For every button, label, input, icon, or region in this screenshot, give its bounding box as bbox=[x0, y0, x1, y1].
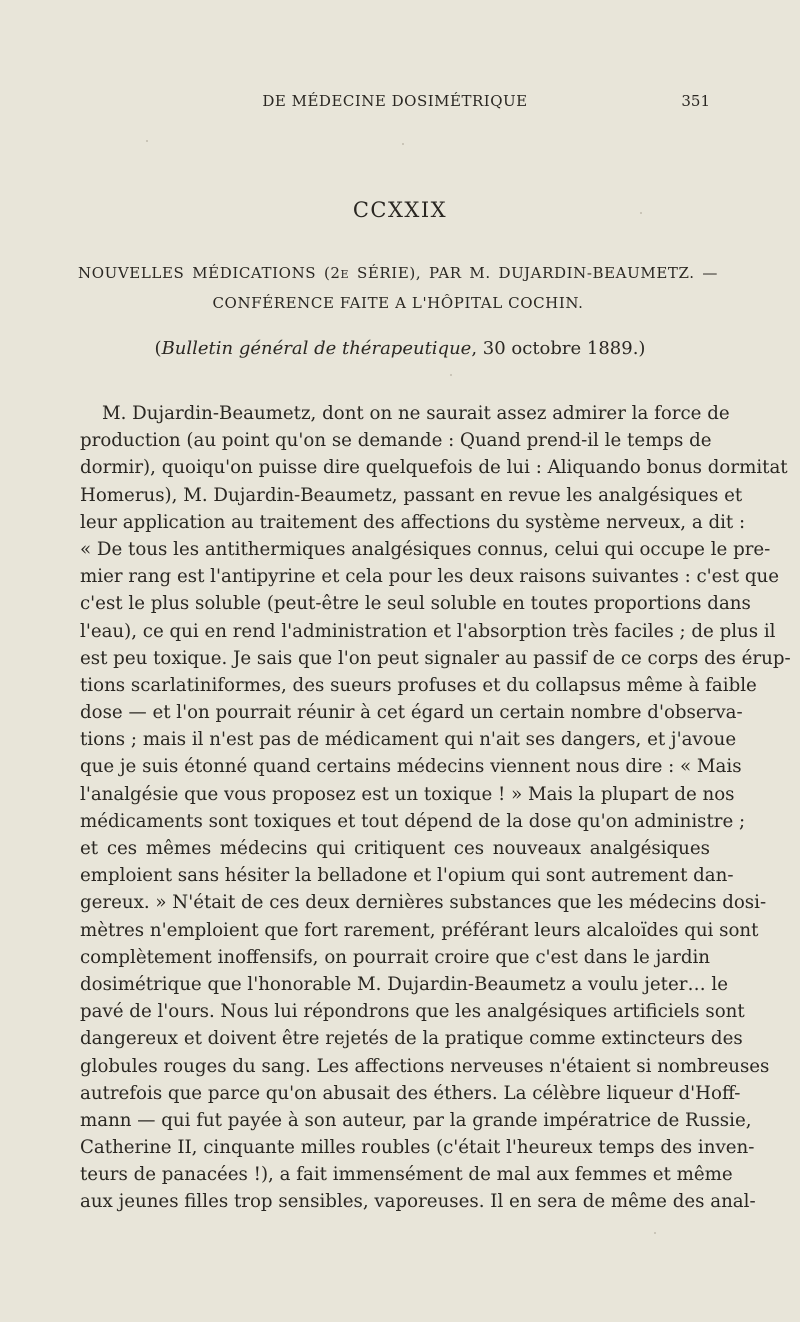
body-line: mier rang est l'antipyrine et cela pour les deux raisons suivantes : c'est que bbox=[80, 566, 779, 588]
section-number: CCXXIX bbox=[352, 198, 448, 222]
page-number: 351 bbox=[681, 92, 710, 110]
body-line: mann — qui fut payée à son auteur, par la grande impératrice de Russie, bbox=[80, 1109, 752, 1131]
body-line: emploient sans hésiter la belladone et l'opium qui sont autrement dan- bbox=[80, 865, 734, 887]
running-head-title: DE MÉDECINE DOSIMÉTRIQUE bbox=[262, 92, 528, 110]
body-line: tions ; mais il n'est pas de médicament qui n'ait ses dangers, et j'avoue bbox=[80, 729, 737, 751]
body-line: est peu toxique. Je sais que l'on peut signaler au passif de ce corps des érup- bbox=[80, 647, 791, 669]
body-line: dose — et l'on pourrait réunir à cet égard un certain nombre d'observa- bbox=[80, 702, 743, 724]
body-line: production (au point qu'on se demande : Quand prend-il le temps de bbox=[80, 430, 712, 452]
body-line: M. Dujardin-Beaumetz, dont on ne saurait assez admirer la force de bbox=[102, 403, 730, 424]
paper-speck bbox=[450, 374, 452, 376]
body-line: pavé de l'ours. Nous lui répondrons que les analgésiques artificiels sont bbox=[80, 1001, 745, 1023]
body-line: c'est le plus soluble (peut-être le seul soluble en toutes proportions dans bbox=[80, 593, 751, 615]
body-line: complètement inoffensifs, on pourrait croire que c'est dans le jardin bbox=[80, 946, 710, 968]
source-open-paren: ( bbox=[154, 338, 162, 359]
paper-speck bbox=[654, 1232, 656, 1234]
body-line: l'eau), ce qui en rend l'administration et l'absorption très faciles ; de plus il bbox=[80, 620, 776, 642]
body-text bbox=[80, 400, 791, 1216]
body-line: mètres n'emploient que fort rarement, préférant leurs alcaloïdes qui sont bbox=[80, 919, 759, 941]
running-head bbox=[80, 92, 710, 114]
body-line: dormir), quoiqu'on puisse dire quelquefois de lui : Aliquando bonus dormitat bbox=[80, 457, 788, 479]
source-citation bbox=[0, 338, 800, 359]
source-date: , 30 octobre 1889.) bbox=[471, 338, 646, 359]
body-line: que je suis étonné quand certains médecins viennent nous dire : « Mais bbox=[80, 756, 742, 778]
body-line: Homerus), M. Dujardin-Beaumetz, passant en revue les analgésiques et bbox=[80, 484, 743, 506]
article-heading-line-1: NOUVELLES MÉDICATIONS (2e SÉRIE), PAR M. DUJARDIN-BEAUMETZ. — bbox=[78, 264, 718, 282]
body-line: et ces mêmes médecins qui critiquent ces nouveaux analgésiques bbox=[80, 838, 710, 859]
article-heading bbox=[78, 258, 718, 318]
source-journal: Bulletin général de thérapeutique bbox=[161, 338, 472, 359]
body-line: leur application au traitement des affections du système nerveux, a dit : bbox=[80, 511, 746, 533]
paper-speck bbox=[640, 212, 642, 214]
paper-speck bbox=[402, 143, 404, 145]
body-line: aux jeunes filles trop sensibles, vaporeuses. Il en sera de même des anal- bbox=[80, 1191, 756, 1213]
body-line: teurs de panacées !), a fait immensément de mal aux femmes et même bbox=[80, 1164, 733, 1186]
body-line: médicaments sont toxiques et tout dépend de la dose qu'on administre ; bbox=[80, 810, 746, 832]
body-line: Catherine II, cinquante milles roubles (c'était l'heureux temps des inven- bbox=[80, 1137, 755, 1159]
body-line: autrefois que parce qu'on abusait des éthers. La célèbre liqueur d'Hoff- bbox=[80, 1082, 741, 1104]
article-heading-line-2: CONFÉRENCE FAITE A L'HÔPITAL COCHIN. bbox=[212, 294, 584, 312]
body-line: l'analgésie que vous proposez est un toxique ! » Mais la plupart de nos bbox=[80, 783, 735, 805]
paper-speck bbox=[146, 140, 148, 142]
body-line: tions scarlatiniformes, des sueurs profuses et du collapsus même à faible bbox=[80, 674, 757, 696]
body-line: dosimétrique que l'honorable M. Dujardin-Beaumetz a voulu jeter… le bbox=[80, 973, 728, 995]
body-line: dangereux et doivent être rejetés de la pratique comme extincteurs des bbox=[80, 1028, 743, 1050]
body-line: « De tous les antithermiques analgésiques connus, celui qui occupe le pre- bbox=[80, 538, 771, 560]
body-line: globules rouges du sang. Les affections nerveuses n'étaient si nombreuses bbox=[80, 1055, 770, 1077]
body-line: gereux. » N'était de ces deux dernières substances que les médecins dosi- bbox=[80, 892, 767, 914]
